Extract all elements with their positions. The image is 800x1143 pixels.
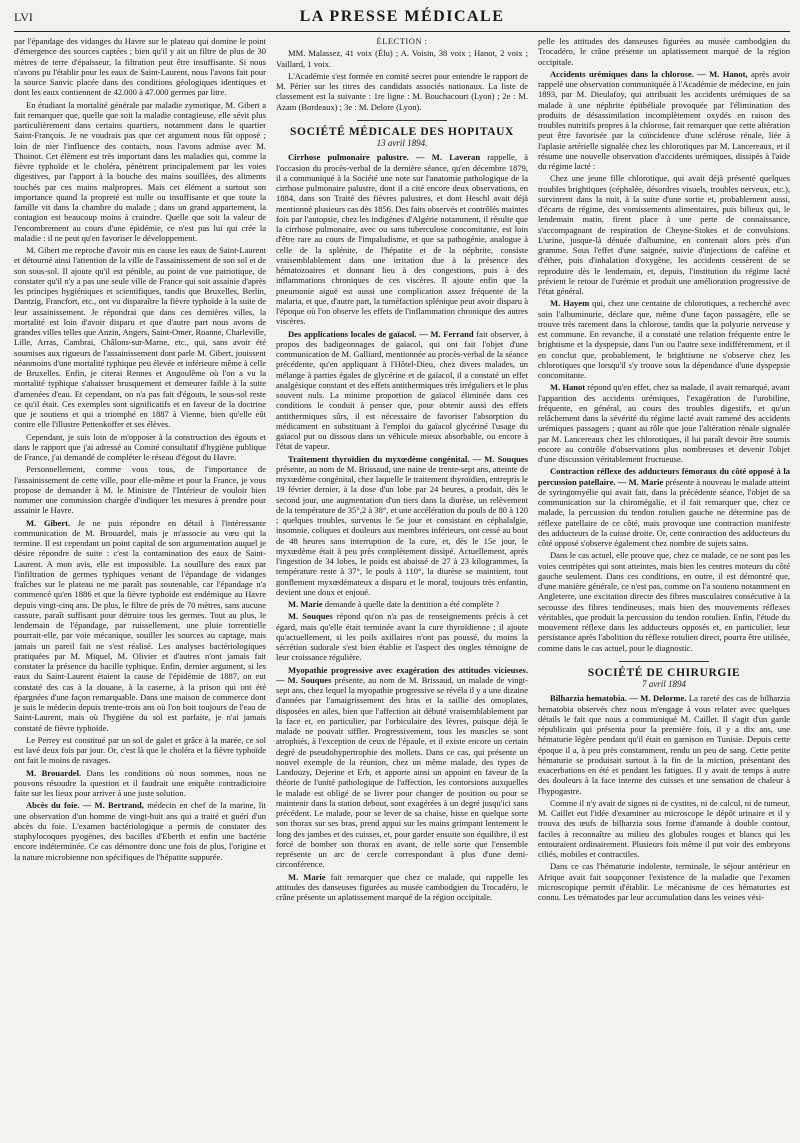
section-title: SOCIÉTÉ DE CHIRURGIE xyxy=(587,666,741,679)
paragraph: Dans ce cas l'hématurie indolente, terminale, le séjour antérieur en Afrique avait fait soupçonner l'existence de la maladie que l'examen microscopique permit d'établir. Le mécanisme de ces hématuries est connu. Les trématodes par leur accumulation dans les veines vési- xyxy=(538,861,790,902)
speaker-name: M. Marie xyxy=(288,871,326,882)
paragraph xyxy=(276,872,528,903)
section-title: SOCIÉTÉ MÉDICALE DES HOPITAUX xyxy=(290,125,514,138)
speaker-name: — M. Delorme. xyxy=(626,693,687,704)
speaker-name: — M. Laveran xyxy=(408,152,481,163)
section-rule xyxy=(619,661,710,662)
paragraph-text: demande à quelle date la dentition a été complète ? xyxy=(322,599,500,609)
paragraph xyxy=(14,518,266,733)
paragraph: En étudiant la mortalité générale par maladie zymotique, M. Gibert a fait remarquer que, quelle que soit la maladie contagieuse, elle sévit plus particulièrement dans certains quartiers, notamment dans le quartier Saint-François. Je ne voudrais pas que cet argument nous fût opposé ; loin de nier l'influence des contacts, nous l'avons admise avec M. Thoinot. Cet élément est très important dans les maladies qui, comme la fièvre typhoïde et le choléra, pénètrent principalement par les voies digestives, par l'apport à la bouche des mains souillées, des aliments touchés par ces mains malpropres. Mais cet élément a surtout son importance quand la propreté est nulle ou insuffisante et que toute la famille vit dans la chambre du malade ; dans un grand appartement, la contagion est beaucoup moins à craindre. Quelle que soit la valeur de l'encombrement au cours d'une épidémie, ce n'est pas lui qui crée la maladie : il ne peut qu'en favoriser le développement. xyxy=(14,99,266,243)
section-date: 13 avril 1894. xyxy=(376,138,428,148)
column-left xyxy=(14,36,266,1141)
paragraph-text: présente à nouveau le malade atteint de syringomyélie qui avait fait, dans la précédente séance, l'objet de sa communication sur la chiromégalie, et il fait remarquer que, chez ce malade, la percussion du tendon rotulien gauche ne détermine pas de réflexe patellaire de ce côté, mais provoque une contraction manifeste des adducteurs de la cuisse droite. Or, cette contraction des adducteurs du côté opposé s'observe également chez nombre de sujets sains. xyxy=(538,476,790,548)
paragraph-text: répond qu'on n'a pas de renseignements précis à cet égard, mais qu'elle était terminée avant la cure thyroïdienne ; il ajoute qu'actuellement, si les poils axillaires n'ont pas poussé, du moins la sécrétion sudorale s'est bien établie et l'aspect des ongles témoigne de leur croissance régulière. xyxy=(276,611,528,663)
speaker-name: M. Souques xyxy=(288,611,333,622)
paragraph-text: présente, au nom de M. Brissaud, une naine de trente-sept ans, atteinte de myxœdème congénital, chez laquelle le traitement thyroïdien, entrepris le 19 février dernier, à la dose d'un lobe par 24 heures, a produit, dès le second jour, une augmentation d'un tiers dans la diurèse, un relèvement de la température de 35°,2 à 38°, et une accélération du pouls de 80 à 120 ; quelques troubles, survenus le 5e jour et consistant en céphalalgie, insomnie, coliques et douleurs aux membres inférieurs, ont cessé au bout de 48 heures sans interruption de la cure, et, dès le 15e jour, le myxœdème était à peu près complètement dissipé. Actuellement, après l'ingestion de 34 lobes, le poids est abaissé de 27 à 23 kilogrammes, la température reste à 37°, le pouls à 110°, la diurèse se maintient, tout gonflement myxœdémateux a disparu et le moral, toujours très enfantin, devient une doux et enjoué. xyxy=(276,463,528,597)
speaker-name: M. Gibert. xyxy=(26,517,71,528)
speaker-name: M. Marie xyxy=(288,599,323,609)
paragraph: MM. Malassez, 41 voix (Élu) ; A. Voisin, 38 voix ; Hanot, 2 voix ; Vaillard, 1 voix. xyxy=(276,48,528,69)
paragraph: Dans le cas actuel, elle prouve que, chez ce malade, ce ne sont pas les voies centripètes qui sont atteintes, mais bien les centres moteurs du côté gauche seulement. Dans ces conditions, en outre, il est démontré que, d'une manière générale, ce n'est pas, comme on l'a soutenu notamment en Angleterre, une excitation directe des fibres musculaires consécutive à la secousse des fibres tendineuses, mais bien des mouvements réflexes véritables, que produit la percussion du tendon rotulien. Enfin, l'étude du mouvement réflexe dans les adducteurs opposés et, en particulier, leur persistance après l'abolition du réflexe rotulien direct, pourra être utilisée, comme dans le cas actuel, pour le diagnostic. xyxy=(538,550,790,653)
rubric-title: Des applications locales de gaïacol. xyxy=(288,328,417,339)
paragraph: M. Gibert me reproche d'avoir mis en cause les eaux de Saint-Laurent et détourné ainsi l'attention de la ville de l'assainissement de son sol et de son sous-sol. Il ajoute qu'il est pénible, au point de vue patriotique, de constater qu'il n'y a pas une seule ville de France qui soit assainie d'après les principes hygiéniques et scientifiques, tandis que Bruxelles, Berlin, Dantzig, Francfort, etc., ont vu disparaître la fièvre typhoïde à la suite de leur assainissement. Je répondrai que dans ces dernières villes, la mortalité est loin d'avoir disparu et que d'autre part nous avons de grandes villes telles que Anzin, Angers, Saint-Omer, Roanne, Charleville, Lille, Arras, Cambrai, Châlons-sur-Marne, etc., qui, sans avoir été soumises aux rigueurs de l'assainissement dont parle M. Gibert, jouissent néanmoins d'une mortalité typhique peu élevée et inférieure même à celle de Bruxelles. Enfin, je citerai Rennes et Angoulême où l'on a vu la mortalité typhique s'abaisser brusquement et demeurer faible à la suite d'amenées d'eau. Et cependant, on n'a pas fait d'égouts, le sous-sol reste ce qu'il était. Ces exemples sont significatifs et en faveur de la doctrine que je soutiens et qui a triomphé en 1887 à Vienne, bien qu'elle eût contre elle l'illustre Pettenkoffer et ses élèves. xyxy=(14,245,266,430)
page-folio: LVI xyxy=(14,10,33,24)
column-middle xyxy=(276,36,528,1141)
column-right xyxy=(538,36,790,1141)
paragraph xyxy=(14,800,266,862)
paragraph-text: médecin en chef de la marine, lit une observation d'un homme de vingt-huit ans qui a traité et guéri d'un abcès du foie. L'examen bactériologique a permis de constater des staphylocoques pyogènes, des bacilles d'Eberth et enfin une bactérie encore indéterminée. Ce cas démontre donc une fois de plus, l'origine et la nature microbienne non spécifiques de l'hépatite suppurée. xyxy=(14,800,266,862)
speaker-name: — M. Hanot, xyxy=(693,68,748,79)
page-header xyxy=(14,8,790,32)
speaker-name: — M. Bertrand, xyxy=(79,800,144,811)
paragraph xyxy=(276,599,528,609)
paragraph-text: qui, chez une centaine de chlorotiques, a recherché avec soin l'albuminurie, déclare que, même d'une façon passagère, elle se trouve très rarement dans la chlorose, tandis que la polyurie nerveuse y est commune. En revanche, il a constaté une relation fréquente entre le brightisme et la dyspepsie, dans l'un ou l'autre sexe indifféremment, et il en conclut que, probablement, le brightisme ne s'observe chez les chlorotiques que lorsqu'il s'y trouve sous la dépendance d'une dyspepsie concomitante. xyxy=(538,298,790,380)
paragraph-text: répond qu'en effet, chez sa malade, il avait remarqué, avant l'apparition des accidents urémiques, l'exagération de l'urobiline, fréquente, en général, au cours des troubles digestifs, et qu'un relâchement dans la sévérité du régime lacté avait ramené des accidents urémiques passagers ; quant au rôle que joue l'altération rénale signalée par M. Lancereaux chez les chlorotiques, il lui paraît devoir être soumis encore au contrôle d'observations plus nombreuses et devenir l'objet d'une discussion véritablement fructueuse. xyxy=(538,382,790,464)
rubric-title: Accidents urémiques dans la chlorose. xyxy=(550,68,694,79)
paragraph: Personnellement, comme vous tous, de l'importance de l'assainissement de cette ville, pour elle-même et pour la France, je vous propose de demander à M. le Ministre de l'Intérieur de vouloir bien nommer une commission chargée d'indiquer les mesures à prendre pour assainir le Havre. xyxy=(14,464,266,516)
speaker-name: — M. Souques xyxy=(276,674,332,685)
paragraph xyxy=(276,454,528,598)
paragraph-text: La rareté des cas de bilharzia hematobia observés chez nous m'engage à vous relater avec quelques détails le fait que nous a communiqué M. Caillet. Il s'agit d'un garde républicain qui présenta pour la première fois, il y a dix ans, une hématurie légère pendant qu'il était en garnison en Tunisie. Depuis cette époque il a, à peu près constamment, rendu un peu de sang. Cette petite hématurie se produisait surtout à la fin de la miction, présentant des exacerbations en été et pendant les fatigues. Il y avait de temps à autre des douleurs à la face interne des cuisses et une sensation de chaleur à l'hypogastre. xyxy=(538,693,790,796)
paragraph xyxy=(276,665,528,870)
speaker-name: — M. Marie xyxy=(615,476,664,487)
paragraph xyxy=(276,611,528,662)
speaker-name: M. Brouardel. xyxy=(26,767,82,778)
three-columns xyxy=(14,36,790,1141)
paragraph xyxy=(538,382,790,464)
paragraph: pelle les attitudes des danseuses figurées au musée cambodgien du Trocadéro, le crâne présente un aplatissement marqué de la région occipitale. xyxy=(538,36,790,67)
paragraph xyxy=(276,329,528,452)
rubric-title: Abcès du foie. xyxy=(26,800,80,811)
paragraph: Comme il n'y avait de signes ni de cystites, ni de calcul, ni de tumeur, M. Caillet eut l'idée d'examiner au microscope le dépôt urinaire et il y trouva des œufs de bilharzia sous forme d'amande à double contour, faciles à reconnaître au milieu des globules rouges et blancs qui les entouraient ordinairement. Plusieurs fois même il put voir des embryons ciliés, mobiles et contractiles. xyxy=(538,797,790,859)
rubric-title: Traitement thyroïdien du myxœdème congénital. xyxy=(288,453,470,464)
rubric-title: Myopathie progressive avec exagération des attitudes vicieuses. xyxy=(288,664,528,675)
paragraph: Le Perrey est constitué par un sol de galet et grâce à la marée, ce sol est lavé deux fois par jour. Or, c'est là que le choléra et la fièvre typhoïde ont fait le moins de ravages. xyxy=(14,734,266,766)
section-rule xyxy=(357,120,448,121)
paragraph: Chez une jeune fille chlorotique, qui avait déjà présenté quelques troubles brightiques (céphalée, désordres visuels, troubles nerveux, etc.), survinrent dans la nuit, à la suite d'une sortie et, probablement aussi, d'écarts de régime, des vomissements alimentaires, puis bilieux qui, le lendemain matin, firent place à une perte de connaissance, s'accompagnant de respiration de Cheyne-Stokes et de convulsions. L'urine, jusque-là dénuée d'albumine, en contenait alors près d'un gramme. Sous l'effet d'une saignée, suivie d'injections de caféine et d'éther, puis d'inhalation d'oxygène, les accidents cessèrent de se reproduire dès le lendemain, et, depuis, l'institution du régime lacté prévient le retour de l'urémie et produit une amélioration progressive de l'état général. xyxy=(538,173,790,296)
speaker-name: M. Hayem xyxy=(550,298,590,309)
rubric-title: Bilharzia hematobia. xyxy=(550,693,627,704)
paragraph-text: rappelle, à l'occasion du procès-verbal de la dernière séance, qu'en décembre 1879, il a communiqué à la Société une note sur l'anatomie pathologique de la cirrhose pulmonaire palustre, dont il a cité encore deux observations, en 1884, dans son Traité des fièvres palustres, et dont Heschl avait déjà mentionné plusieurs cas dès 1856. Des faits observés et contrôlés maintes fois par l'autopsie, chez les indigènes d'Algérie notamment, il résulte que la cirrhose pulmonaire, avec ou sans tuberculose concomitante, est loin d'être rare au cours de l'impaludisme, et que sa pathogénie, analogue à celle de la splénite, de l'hépatite et de la néphrite, consiste vraisemblablement dans une irritation due à la présence des hématozoaires et donnant lieu à des congestions, puis à des inflammations chroniques de ces viscères. Il ajoute enfin que la pneumonie aiguë est aussi une complication assez fréquente de la malaria, et que, d'autre part, la tuméfaction splénique peut avoir disparu à l'époque où l'on observe les effets de l'inflammation chronique des autres viscères. xyxy=(276,152,528,327)
paragraph: L'Académie s'est formée en comité secret pour entendre le rapport de M. Périer sur les titres des candidats associés nationaux. La liste de classement est la suivante : 1re ligne : M. Bouchacourt (Lyon) ; 2e : M. Azam (Bordeaux) ; 3e : M. Delore (Lyon). xyxy=(276,70,528,112)
paragraph-text: fait remarquer que chez ce malade, qui rappelle les attitudes des danseuses figurées au musée cambodgien du Trocadéro, le crâne présente un aplatissement marqué de la région occipitale. xyxy=(276,871,528,902)
speaker-name: — M. Ferrand xyxy=(416,328,474,339)
paragraph: par l'épandage des vidanges du Havre sur le plateau qui domine le point d'émergence des sources captées ; bien qu'il y ait un filtre de plus de 30 mètres de terre d'épaisseur, la filtration peut être insuffisante. Si nous n'avons pu l'établir pour les eaux de Saint-Laurent, nous l'avons fait pour la source Sanvic placée dans des conditions géologiques identiques et dont les eaux contiennent de 42.000 à 47.000 germes par litre. xyxy=(14,36,266,98)
paragraph-text: fait observer, à propos des badigeonnages de gaïacol, qui ont fait l'objet d'une communication de M. Galliard, mentionnée au procès-verbal de la séance précédente, qu'en appliquant à l'Hôtel-Dieu, chez divers malades, un mélange à parties égales de glycérine et de gaïacol, il a constaté un effet analgésique constant et des effets antithermiques très irréguliers et le plus souvent nuls. La minime proportion de gaïacol éliminée dans ces conditions le conduit à penser que, pour obtenir aussi des effets antithermiques sûrs, il est nécessaire de favoriser l'absorption du médicament en substituant à l'emploi du gaïacol glycériné l'usage du gaïacol pur ou dissous dans un véhicule mieux absorbable, ou encore à l'état de vapeur. xyxy=(276,328,528,452)
running-title: LA PRESSE MÉDICALE xyxy=(299,8,505,25)
paragraph xyxy=(276,152,528,326)
rubric-title: Contraction réflexe des adducteurs fémoraux du côté opposé à la percussion patellaire. xyxy=(538,466,790,487)
section-date: 7 avril 1894 xyxy=(642,679,686,689)
paragraph-text: après avoir rappelé une observation communiquée à l'Académie de médecine, en juin 1893, par M. Dieulafoy, qui attribuait les accidents urémiques de sa malade à une néphrite épithéliale provoquée par l'élimination des produits de désassimilation incomplètement oxydés en raison des troubles nutritifs propres à la chlorose, fait remarquer que cette altération peut être favorisée par la coïncidence d'une sclérose rénale, liée à l'aplasie artérielle signalée chez les chlorotiques par M. Lancereaux, et il résume une nouvelle observation d'accidents urémiques, dissipés à l'aide du régime lacté : xyxy=(538,68,790,171)
election-heading: ÉLECTION : xyxy=(376,36,428,46)
paragraph xyxy=(14,768,266,799)
paragraph xyxy=(538,466,790,548)
rubric-title: Cirrhose pulmonaire palustre. xyxy=(288,152,409,163)
paragraph-text: Dans les conditions où nous sommes, nous ne pouvons résoudre la question et il faudrait une enquête contradictoire faite sur les lieux pour arriver à une juste solution. xyxy=(14,767,266,798)
paragraph: Cependant, je suis loin de m'opposer à la construction des égouts et dans le rapport que j'ai adressé au Comité consultatif d'hygiène publique de France, j'ai demandé de compléter le réseau d'égout du Havre. xyxy=(14,431,266,462)
paragraph-text: présente, au nom de M. Brissaud, un malade de vingt-sept ans, chez lequel la myopathie progressive se révéla il y a une dizaine d'années par l'amaigrissement des bras et la saillie des omoplates, disposées en ailes, bien que l'affection ait débuté vraisemblablement par la face et, en particulier, par l'orbiculaire des lèvres, puisque déjà le malade ne pouvait siffler. Progressivement, tous les muscles se sont atrophiés, à l'exception de ceux de l'épaule, et il existe encore un certain degré de pseudohypertrophie des mollets. Dans ce cas, qui présente un nouvel exemple de la réunion, chez un même malade, des types de Landouzy, Dejerine et Erb, et apporte ainsi un appoint en faveur de la théorie de l'unité pathologique de l'affection, les contorsions auxquelles le malade est obligé de se livrer pour changer de position ou pour se maintenir dans la station debout, sont exagérées à un degré jusqu'ici sans précédent. Le malade, pour se lever de sa chaise, hisse en quelque sorte son thorax sur ses bras, prend appui sur les mains grimpant lentement le long des jambes et des cuisses, et, pour garder ensuite son équilibre, il est forcé de bomber son thorax en avant, de telle sorte que l'ensemble représente un arc de cercle correspondant à plus d'une demi-circonférence. xyxy=(276,674,528,870)
paragraph xyxy=(538,693,790,796)
paragraph-text: Je ne puis répondre en détail à l'intéressante communication de M. Brouardel, mais je m'associe au vœu qui la termine. Il est cependant un point capital de son argumentation auquel je désire répondre de suite : c'est la contamination des eaux de Saint-Laurent. A mon avis, elle est impossible. La souillure des eaux par l'infiltration de germes typhiques venant de l'épandage de vidanges fraîches sur le plateau ne me paraît pas soutenable, car l'épandage n'a commencé qu'en 1886 et que la fièvre typhoïde est endémique au Havre depuis vingt-cinq ans. De plus, le filtre de près de 70 mètres, sans aucune cassure, paraît suffisant pour détruire tous les germes. Tout au plus, le lendemain de l'épandage, par ruissellement, une pluie torrentielle pourrait-elle, par voie mécanique, souiller les sources au captage, mais jamais un pareil fait ne s'est réalisé. Les analyses bactériologiques pratiquées par M. Miquel, M. Olivier et d'autres n'ont jamais fait constater la présence du bacille typhique. Enfin, dernier argument, si les eaux du Saint-Laurent étaient la cause de l'épidémie de 1887, on eut constaté des cas à la douane, à la caserne, à la prison qui ont été épargnées d'une façon remarquable. Dans une maison de commerce dont je suis le médecin depuis trente-trois ans où l'on boit toujours de l'eau de Saint-Laurent, mais où l'hygiène du sol est parfaite, je n'ai jamais constaté de fièvre typhoïde. xyxy=(14,517,266,733)
speaker-name: — M. Souques xyxy=(469,453,528,464)
paragraph xyxy=(538,69,790,172)
speaker-name: M. Hanot xyxy=(550,382,586,393)
paragraph xyxy=(538,298,790,380)
